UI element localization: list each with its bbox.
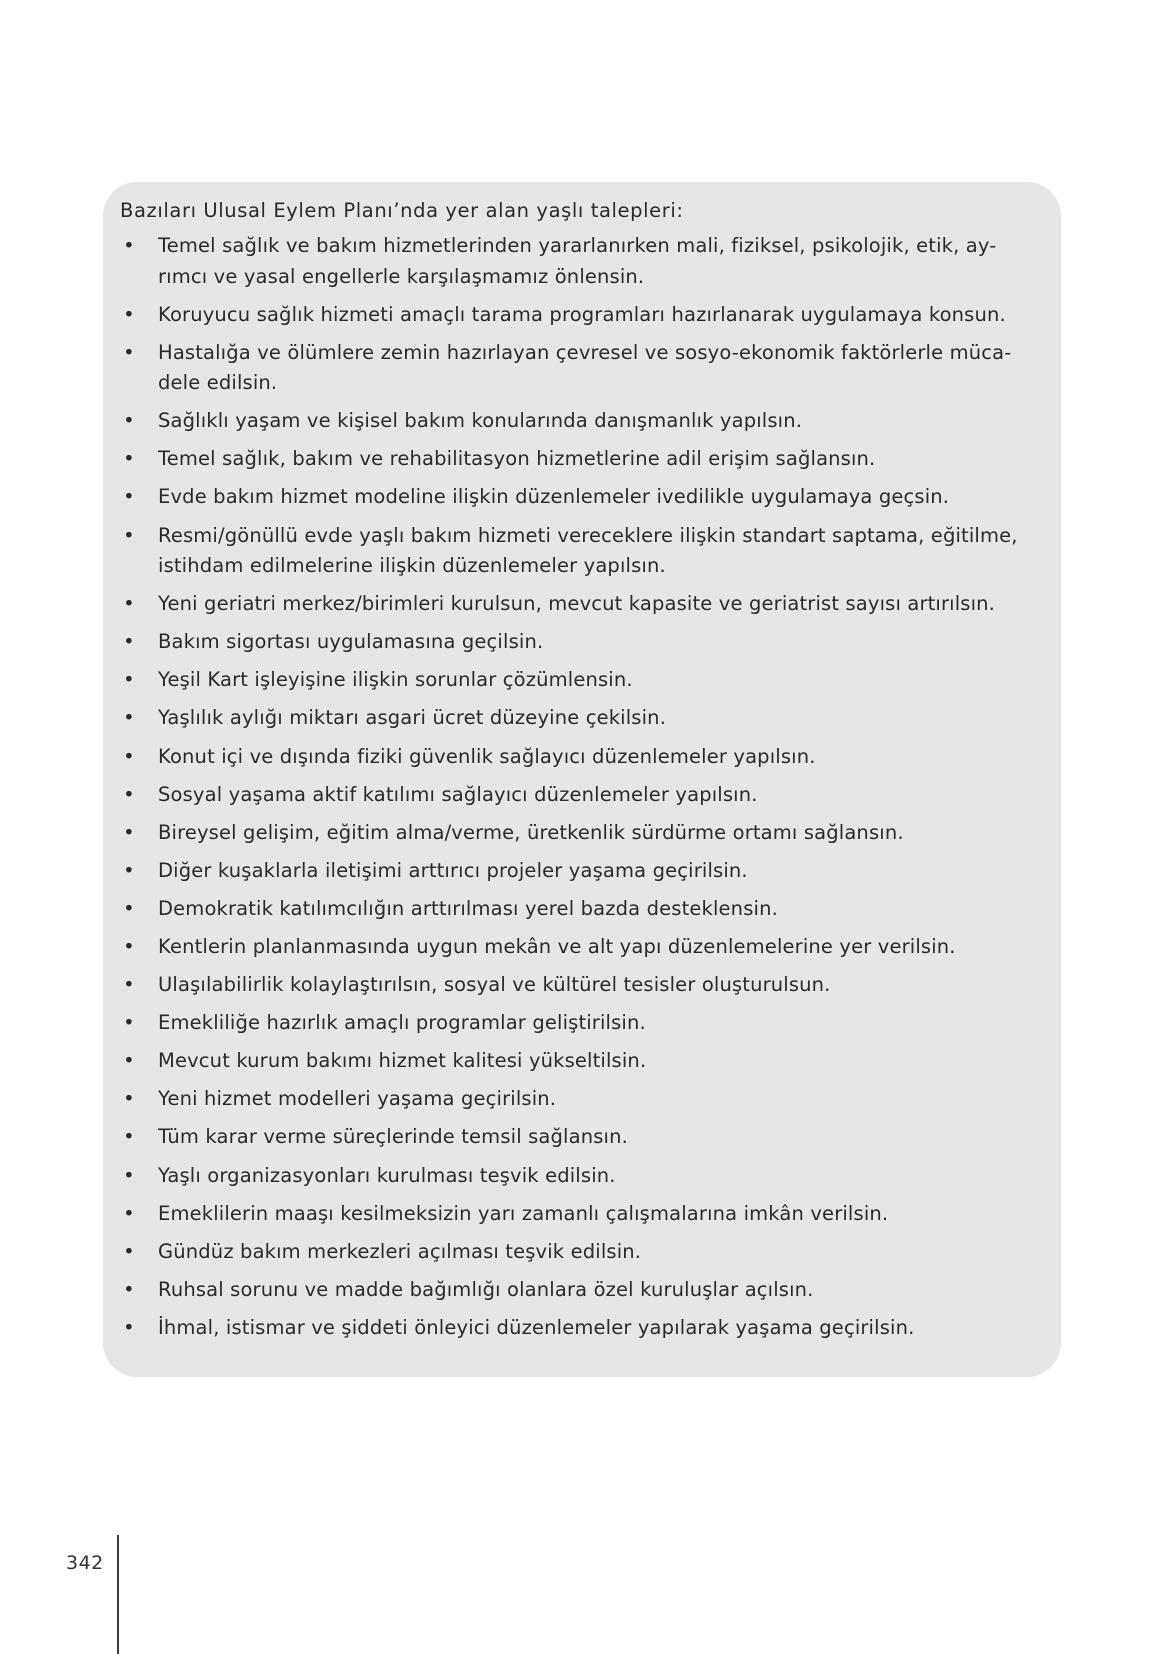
list-item [120,780,1045,811]
list-item [120,1008,1045,1039]
list-item [120,521,1045,582]
list-item-text: Temel sağlık ve bakım hizmetlerinden yararlanırken mali, fiziksel, psikolojik, etik, ay-rımcı ve yasal engellerle karşılaşmamız önlensin. [158,234,997,288]
bullet-icon: • [123,935,135,958]
list-item-text: Hastalığa ve ölümlere zemin hazırlayan çevresel ve sosyo-ekonomik faktörlerle müca-dele edilsin. [158,340,1012,395]
list-item [120,338,1045,399]
list-item [120,818,1045,849]
list-item [120,1084,1045,1115]
list-item [120,932,1045,963]
bullet-icon: • [123,592,135,616]
list-item-text: Emeklilerin maaşı kesilmeksizin yarı zamanlı çalışmalarına imkân verilsin. [158,1201,889,1225]
list-item [120,1237,1045,1268]
bullet-icon: • [123,1277,135,1301]
bullet-icon: • [123,630,135,654]
bullet-icon: • [123,896,135,920]
list-item [120,1161,1045,1192]
bullet-icon: • [123,1049,135,1073]
list-item-text: Konut içi ve dışında fiziki güvenlik sağlayıcı düzenlemeler yapılsın. [158,744,816,768]
list-item-text: Bakım sigortası uygulamasına geçilsin. [158,630,544,654]
bullet-icon: • [123,1087,135,1111]
list-item-text: Tüm karar verme süreçlerinde temsil sağlansın. [158,1125,628,1149]
bullet-icon: • [123,1011,135,1035]
list-item-text: Evde bakım hizmet modeline ilişkin düzenlemeler ivedilikle uygulamaya geçsin. [158,485,950,509]
list-item-text: Kentlerin planlanmasında uygun mekân ve alt yapı düzenlemelerine yer verilsin. [158,935,956,958]
list-item [120,1313,1045,1344]
list-item [120,406,1045,437]
list-item-text: Demokratik katılımcılığın arttırılması yerel bazda desteklensin. [158,896,778,920]
list-item [120,856,1045,887]
list-item-text: Diğer kuşaklarla iletişimi arttırıcı projeler yaşama geçirilsin. [158,858,748,882]
list-item [120,1275,1045,1306]
demands-box [103,182,1061,1377]
list-item-text: Ulaşılabilirlik kolaylaştırılsın, sosyal ve kültürel tesisler oluşturulsun. [158,973,831,997]
bullet-icon: • [123,340,135,364]
bullet-icon: • [123,1201,135,1225]
list-item [120,665,1045,696]
page-number: 342 [66,1552,104,1574]
list-item [120,627,1045,658]
bullet-icon: • [123,973,135,997]
list-item [120,742,1045,773]
bullet-icon: • [123,782,135,806]
list-item-text: Ruhsal sorunu ve madde bağımlığı olanlara özel kuruluşlar açılsın. [158,1277,814,1301]
page-number-rule [117,1535,119,1654]
bullet-icon: • [123,485,135,509]
bullet-icon: • [123,858,135,882]
list-item-text: Mevcut kurum bakımı hizmet kalitesi yükseltilsin. [158,1049,647,1073]
list-item [120,894,1045,925]
list-item-text: Yeni geriatri merkez/birimleri kurulsun, mevcut kapasite ve geriatrist sayısı artırılsın. [158,592,996,616]
list-item [120,300,1045,331]
demands-list [120,231,1045,1343]
list-item-text: Gündüz bakım merkezleri açılması teşvik edilsin. [158,1239,642,1263]
list-item [120,970,1045,1001]
list-item-text: Yaşlılık aylığı miktarı asgari ücret düzeyine çekilsin. [158,706,667,730]
list-item-text: Yeşil Kart işleyişine ilişkin sorunlar çözümlensin. [158,668,633,692]
bullet-icon: • [123,744,135,768]
list-item-text: Emekliliğe hazırlık amaçlı programlar geliştirilsin. [158,1011,646,1035]
bullet-icon: • [123,820,135,844]
box-heading: Bazıları Ulusal Eylem Planı’nda yer alan yaşlı talepleri: [120,199,684,222]
bullet-icon: • [123,234,135,257]
list-item [120,231,1045,292]
list-item [120,589,1045,620]
list-item-text: İhmal, istismar ve şiddeti önleyici düzenlemeler yapılarak yaşama geçirilsin. [158,1315,915,1339]
list-item [120,444,1045,475]
list-item [120,1199,1045,1230]
list-item [120,1046,1045,1077]
list-item-text: Yaşlı organizasyonları kurulması teşvik edilsin. [158,1163,616,1187]
list-item-text: Bireysel gelişim, eğitim alma/verme, üretkenlik sürdürme ortamı sağlansın. [158,820,904,844]
bullet-icon: • [123,1163,135,1187]
bullet-icon: • [123,523,135,547]
bullet-icon: • [123,1239,135,1263]
list-item-text: Sağlıklı yaşam ve kişisel bakım konularında danışmanlık yapılsın. [158,409,803,433]
list-item-text: Temel sağlık, bakım ve rehabilitasyon hizmetlerine adil erişim sağlansın. [158,447,876,471]
list-item [120,703,1045,734]
bullet-icon: • [123,302,135,326]
bullet-icon: • [123,668,135,692]
list-item [120,1122,1045,1153]
bullet-icon: • [123,447,135,471]
bullet-icon: • [123,1315,135,1339]
bullet-icon: • [123,409,135,433]
list-item-text: Koruyucu sağlık hizmeti amaçlı tarama programları hazırlanarak uygulamaya konsun. [158,302,1006,326]
bullet-icon: • [123,1125,135,1149]
bullet-icon: • [123,706,135,730]
list-item [120,482,1045,513]
list-item-text: Resmi/gönüllü evde yaşlı bakım hizmeti vereceklere ilişkin standart saptama, eğitilme, istihdam edilmelerine ilişkin düzenlemeler yapılsın. [158,523,1018,578]
list-item-text: Sosyal yaşama aktif katılımı sağlayıcı düzenlemeler yapılsın. [158,782,758,806]
list-item-text: Yeni hizmet modelleri yaşama geçirilsin. [158,1087,557,1111]
